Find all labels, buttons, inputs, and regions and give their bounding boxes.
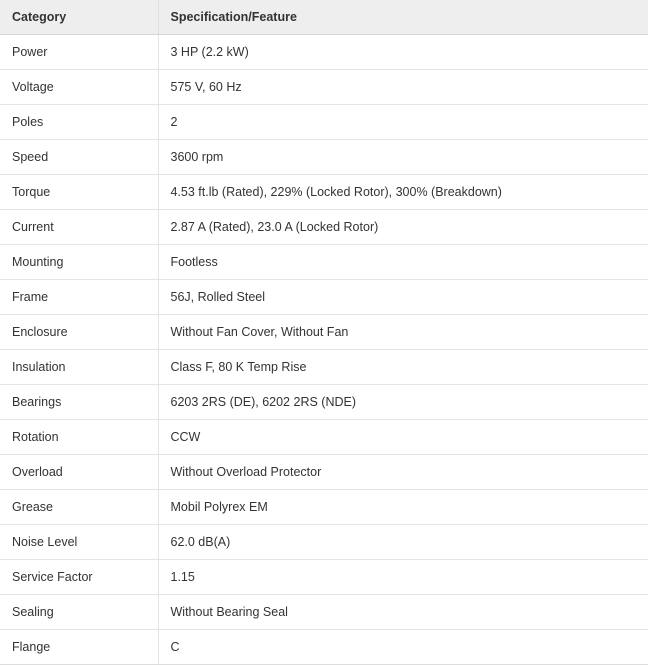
cell-category: Torque [0, 175, 158, 210]
cell-specification: 3 HP (2.2 kW) [158, 35, 648, 70]
cell-specification: 575 V, 60 Hz [158, 70, 648, 105]
cell-category: Voltage [0, 70, 158, 105]
cell-specification: CCW [158, 420, 648, 455]
cell-category: Sealing [0, 595, 158, 630]
cell-category: Poles [0, 105, 158, 140]
cell-specification: 4.53 ft.lb (Rated), 229% (Locked Rotor), 300% (Breakdown) [158, 175, 648, 210]
cell-specification: 2 [158, 105, 648, 140]
cell-category: Bearings [0, 385, 158, 420]
table-row [0, 140, 648, 175]
table-row [0, 35, 648, 70]
table-row [0, 420, 648, 455]
cell-category: Speed [0, 140, 158, 175]
table-row [0, 595, 648, 630]
cell-category: Service Factor [0, 560, 158, 595]
cell-specification: C [158, 630, 648, 665]
cell-category: Rotation [0, 420, 158, 455]
table-row [0, 245, 648, 280]
cell-specification: 3600 rpm [158, 140, 648, 175]
table-row [0, 210, 648, 245]
cell-category: Flange [0, 630, 158, 665]
cell-specification: Without Fan Cover, Without Fan [158, 315, 648, 350]
cell-specification: Without Bearing Seal [158, 595, 648, 630]
cell-category: Grease [0, 490, 158, 525]
table-row [0, 455, 648, 490]
cell-specification: 62.0 dB(A) [158, 525, 648, 560]
cell-category: Current [0, 210, 158, 245]
table-row [0, 630, 648, 665]
table-row [0, 385, 648, 420]
table-row [0, 105, 648, 140]
table-row [0, 350, 648, 385]
table-row [0, 525, 648, 560]
table-row [0, 560, 648, 595]
cell-specification: 1.15 [158, 560, 648, 595]
table-row [0, 315, 648, 350]
cell-category: Noise Level [0, 525, 158, 560]
cell-specification: Footless [158, 245, 648, 280]
cell-category: Power [0, 35, 158, 70]
cell-category: Overload [0, 455, 158, 490]
table-row [0, 280, 648, 315]
cell-specification: 56J, Rolled Steel [158, 280, 648, 315]
cell-specification: 6203 2RS (DE), 6202 2RS (NDE) [158, 385, 648, 420]
cell-category: Enclosure [0, 315, 158, 350]
table-row [0, 70, 648, 105]
cell-specification: Without Overload Protector [158, 455, 648, 490]
cell-category: Insulation [0, 350, 158, 385]
table-row [0, 175, 648, 210]
cell-specification: 2.87 A (Rated), 23.0 A (Locked Rotor) [158, 210, 648, 245]
table-header-row [0, 0, 648, 35]
column-header-specification: Specification/Feature [158, 0, 648, 35]
table-body [0, 35, 648, 665]
cell-specification: Class F, 80 K Temp Rise [158, 350, 648, 385]
cell-category: Frame [0, 280, 158, 315]
cell-category: Mounting [0, 245, 158, 280]
table-header [0, 0, 648, 35]
column-header-category: Category [0, 0, 158, 35]
table-row [0, 490, 648, 525]
cell-specification: Mobil Polyrex EM [158, 490, 648, 525]
